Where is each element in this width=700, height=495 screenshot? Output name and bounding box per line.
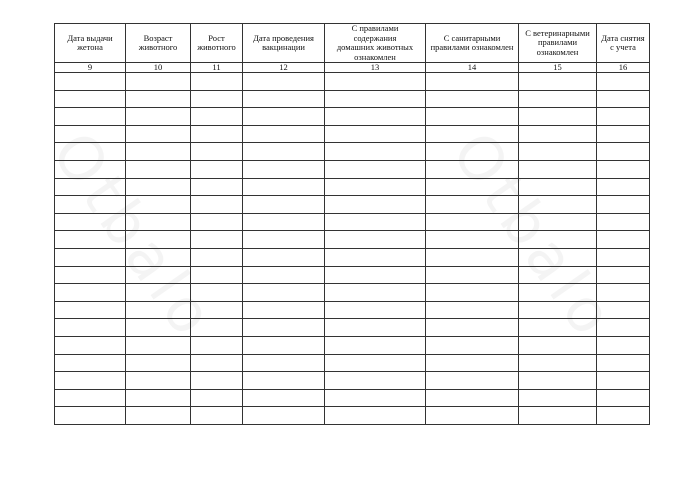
table-cell[interactable] xyxy=(426,266,519,284)
table-row xyxy=(55,196,650,214)
table-cell[interactable] xyxy=(426,248,519,266)
table-cell[interactable] xyxy=(126,389,191,407)
table-cell[interactable] xyxy=(55,231,126,249)
table-cell[interactable] xyxy=(243,389,325,407)
table-cell[interactable] xyxy=(191,125,243,143)
table-cell[interactable] xyxy=(325,372,426,390)
table-cell[interactable] xyxy=(325,354,426,372)
table-row xyxy=(55,125,650,143)
column-number: 10 xyxy=(126,63,191,73)
table-cell[interactable] xyxy=(126,266,191,284)
table-cell[interactable] xyxy=(55,143,126,161)
table-row xyxy=(55,319,650,337)
table-cell[interactable] xyxy=(325,125,426,143)
table-cell[interactable] xyxy=(191,389,243,407)
table-cell[interactable] xyxy=(426,319,519,337)
table-cell[interactable] xyxy=(519,389,597,407)
table-cell[interactable] xyxy=(426,231,519,249)
table-cell[interactable] xyxy=(597,143,650,161)
table-cell[interactable] xyxy=(191,108,243,126)
table-cell[interactable] xyxy=(126,301,191,319)
table-cell[interactable] xyxy=(243,160,325,178)
table-cell[interactable] xyxy=(55,196,126,214)
table-cell[interactable] xyxy=(126,160,191,178)
table-cell[interactable] xyxy=(126,213,191,231)
table-cell[interactable] xyxy=(597,319,650,337)
column-number-row xyxy=(55,63,650,73)
table-row xyxy=(55,231,650,249)
table-cell[interactable] xyxy=(597,336,650,354)
table-cell[interactable] xyxy=(243,231,325,249)
table-cell[interactable] xyxy=(191,213,243,231)
table-cell[interactable] xyxy=(243,178,325,196)
table-cell[interactable] xyxy=(426,284,519,302)
table-cell[interactable] xyxy=(325,90,426,108)
table-cell[interactable] xyxy=(55,178,126,196)
table-cell[interactable] xyxy=(519,108,597,126)
table-cell[interactable] xyxy=(426,354,519,372)
table-cell[interactable] xyxy=(597,284,650,302)
table-row xyxy=(55,407,650,425)
table-cell[interactable] xyxy=(243,301,325,319)
table-cell[interactable] xyxy=(597,266,650,284)
table-cell[interactable] xyxy=(426,407,519,425)
table-cell[interactable] xyxy=(325,231,426,249)
table-cell[interactable] xyxy=(191,178,243,196)
table-cell[interactable] xyxy=(519,160,597,178)
table-cell[interactable] xyxy=(325,407,426,425)
table-row xyxy=(55,284,650,302)
table-cell[interactable] xyxy=(126,248,191,266)
table-cell[interactable] xyxy=(597,125,650,143)
table-row xyxy=(55,108,650,126)
column-header: С правилами содержания домашних животных ознакомлен xyxy=(325,24,426,63)
column-header: Дата выдачи жетона xyxy=(55,24,126,63)
table-cell[interactable] xyxy=(126,231,191,249)
table-cell[interactable] xyxy=(55,372,126,390)
table-cell[interactable] xyxy=(325,108,426,126)
table-cell[interactable] xyxy=(243,372,325,390)
table-cell[interactable] xyxy=(325,178,426,196)
table-row xyxy=(55,301,650,319)
table-cell[interactable] xyxy=(243,73,325,91)
table-cell[interactable] xyxy=(519,248,597,266)
table-cell[interactable] xyxy=(597,108,650,126)
table-cell[interactable] xyxy=(191,73,243,91)
table-cell[interactable] xyxy=(519,336,597,354)
column-number: 11 xyxy=(191,63,243,73)
table-cell[interactable] xyxy=(126,319,191,337)
register-table xyxy=(54,23,650,425)
table-cell[interactable] xyxy=(55,73,126,91)
table-cell[interactable] xyxy=(191,143,243,161)
column-header: С санитарными правилами ознакомлен xyxy=(426,24,519,63)
table-cell[interactable] xyxy=(126,284,191,302)
table-cell[interactable] xyxy=(55,389,126,407)
table-cell[interactable] xyxy=(519,213,597,231)
table-cell[interactable] xyxy=(597,231,650,249)
table-cell[interactable] xyxy=(55,266,126,284)
table-cell[interactable] xyxy=(243,336,325,354)
table-cell[interactable] xyxy=(55,336,126,354)
column-number: 14 xyxy=(426,63,519,73)
table-cell[interactable] xyxy=(243,266,325,284)
table-cell[interactable] xyxy=(126,178,191,196)
column-header: Дата снятия с учета xyxy=(597,24,650,63)
table-cell[interactable] xyxy=(325,284,426,302)
table-cell[interactable] xyxy=(243,125,325,143)
table-cell[interactable] xyxy=(243,248,325,266)
table-cell[interactable] xyxy=(426,125,519,143)
table-cell[interactable] xyxy=(519,178,597,196)
table-cell[interactable] xyxy=(597,178,650,196)
table-cell[interactable] xyxy=(243,213,325,231)
table-cell[interactable] xyxy=(426,301,519,319)
column-header: Возраст животного xyxy=(126,24,191,63)
table-cell[interactable] xyxy=(325,389,426,407)
table-cell[interactable] xyxy=(597,213,650,231)
table-cell[interactable] xyxy=(126,143,191,161)
table-cell[interactable] xyxy=(191,266,243,284)
table-cell[interactable] xyxy=(126,90,191,108)
table-cell[interactable] xyxy=(519,301,597,319)
table-cell[interactable] xyxy=(55,301,126,319)
table-cell[interactable] xyxy=(55,108,126,126)
table-cell[interactable] xyxy=(597,372,650,390)
column-number: 13 xyxy=(325,63,426,73)
table-cell[interactable] xyxy=(597,73,650,91)
table-cell[interactable] xyxy=(191,301,243,319)
table-cell[interactable] xyxy=(519,90,597,108)
table-row xyxy=(55,160,650,178)
table-cell[interactable] xyxy=(243,354,325,372)
table-row xyxy=(55,354,650,372)
register-sheet xyxy=(54,23,650,425)
table-cell[interactable] xyxy=(597,248,650,266)
table-cell[interactable] xyxy=(519,231,597,249)
table-cell[interactable] xyxy=(597,407,650,425)
table-cell[interactable] xyxy=(55,319,126,337)
table-cell[interactable] xyxy=(426,336,519,354)
table-cell[interactable] xyxy=(191,407,243,425)
table-cell[interactable] xyxy=(426,389,519,407)
table-cell[interactable] xyxy=(325,336,426,354)
table-cell[interactable] xyxy=(55,354,126,372)
table-cell[interactable] xyxy=(597,389,650,407)
table-cell[interactable] xyxy=(597,90,650,108)
table-cell[interactable] xyxy=(243,90,325,108)
table-cell[interactable] xyxy=(243,319,325,337)
table-row xyxy=(55,266,650,284)
table-cell[interactable] xyxy=(426,73,519,91)
table-cell[interactable] xyxy=(519,125,597,143)
table-row xyxy=(55,248,650,266)
column-number: 15 xyxy=(519,63,597,73)
table-row xyxy=(55,389,650,407)
table-row xyxy=(55,336,650,354)
table-cell[interactable] xyxy=(126,336,191,354)
table-cell[interactable] xyxy=(191,90,243,108)
table-cell[interactable] xyxy=(243,143,325,161)
column-header: Рост животного xyxy=(191,24,243,63)
table-row xyxy=(55,143,650,161)
table-cell[interactable] xyxy=(519,354,597,372)
table-cell[interactable] xyxy=(325,301,426,319)
table-cell[interactable] xyxy=(597,301,650,319)
column-header: Дата проведения вакцинации xyxy=(243,24,325,63)
table-cell[interactable] xyxy=(426,90,519,108)
table-cell[interactable] xyxy=(426,160,519,178)
table-row xyxy=(55,372,650,390)
table-cell[interactable] xyxy=(519,266,597,284)
table-cell[interactable] xyxy=(325,213,426,231)
table-cell[interactable] xyxy=(55,284,126,302)
table-cell[interactable] xyxy=(55,407,126,425)
table-cell[interactable] xyxy=(426,178,519,196)
table-cell[interactable] xyxy=(126,354,191,372)
table-cell[interactable] xyxy=(191,284,243,302)
table-cell[interactable] xyxy=(243,284,325,302)
table-cell[interactable] xyxy=(126,108,191,126)
table-cell[interactable] xyxy=(126,372,191,390)
column-number: 9 xyxy=(55,63,126,73)
column-number: 12 xyxy=(243,63,325,73)
table-cell[interactable] xyxy=(191,160,243,178)
table-cell[interactable] xyxy=(597,160,650,178)
table-cell[interactable] xyxy=(55,90,126,108)
table-cell[interactable] xyxy=(519,407,597,425)
header-row xyxy=(55,24,650,63)
table-cell[interactable] xyxy=(426,213,519,231)
table-cell[interactable] xyxy=(126,73,191,91)
table-cell[interactable] xyxy=(426,372,519,390)
table-cell[interactable] xyxy=(55,248,126,266)
table-cell[interactable] xyxy=(597,354,650,372)
table-cell[interactable] xyxy=(325,319,426,337)
table-cell[interactable] xyxy=(243,108,325,126)
table-cell[interactable] xyxy=(126,125,191,143)
table-cell[interactable] xyxy=(191,372,243,390)
table-cell[interactable] xyxy=(519,284,597,302)
table-cell[interactable] xyxy=(191,319,243,337)
table-cell[interactable] xyxy=(55,213,126,231)
table-cell[interactable] xyxy=(426,143,519,161)
table-row xyxy=(55,90,650,108)
table-cell[interactable] xyxy=(191,231,243,249)
table-row xyxy=(55,178,650,196)
table-cell[interactable] xyxy=(243,196,325,214)
column-header: С ветеринарными правилами ознакомлен xyxy=(519,24,597,63)
table-cell[interactable] xyxy=(597,196,650,214)
table-cell[interactable] xyxy=(325,266,426,284)
table-row xyxy=(55,73,650,91)
table-cell[interactable] xyxy=(325,143,426,161)
table-cell[interactable] xyxy=(55,160,126,178)
table-cell[interactable] xyxy=(519,196,597,214)
table-cell[interactable] xyxy=(519,319,597,337)
table-cell[interactable] xyxy=(55,125,126,143)
table-cell[interactable] xyxy=(519,372,597,390)
table-cell[interactable] xyxy=(325,73,426,91)
table-cell[interactable] xyxy=(325,248,426,266)
table-cell[interactable] xyxy=(519,73,597,91)
table-cell[interactable] xyxy=(519,143,597,161)
table-cell[interactable] xyxy=(126,196,191,214)
table-cell[interactable] xyxy=(325,196,426,214)
table-cell[interactable] xyxy=(191,354,243,372)
table-cell[interactable] xyxy=(191,336,243,354)
table-cell[interactable] xyxy=(191,196,243,214)
table-row xyxy=(55,213,650,231)
table-cell[interactable] xyxy=(191,248,243,266)
table-cell[interactable] xyxy=(426,108,519,126)
column-number: 16 xyxy=(597,63,650,73)
table-cell[interactable] xyxy=(126,407,191,425)
table-cell[interactable] xyxy=(325,160,426,178)
table-cell[interactable] xyxy=(243,407,325,425)
table-cell[interactable] xyxy=(426,196,519,214)
